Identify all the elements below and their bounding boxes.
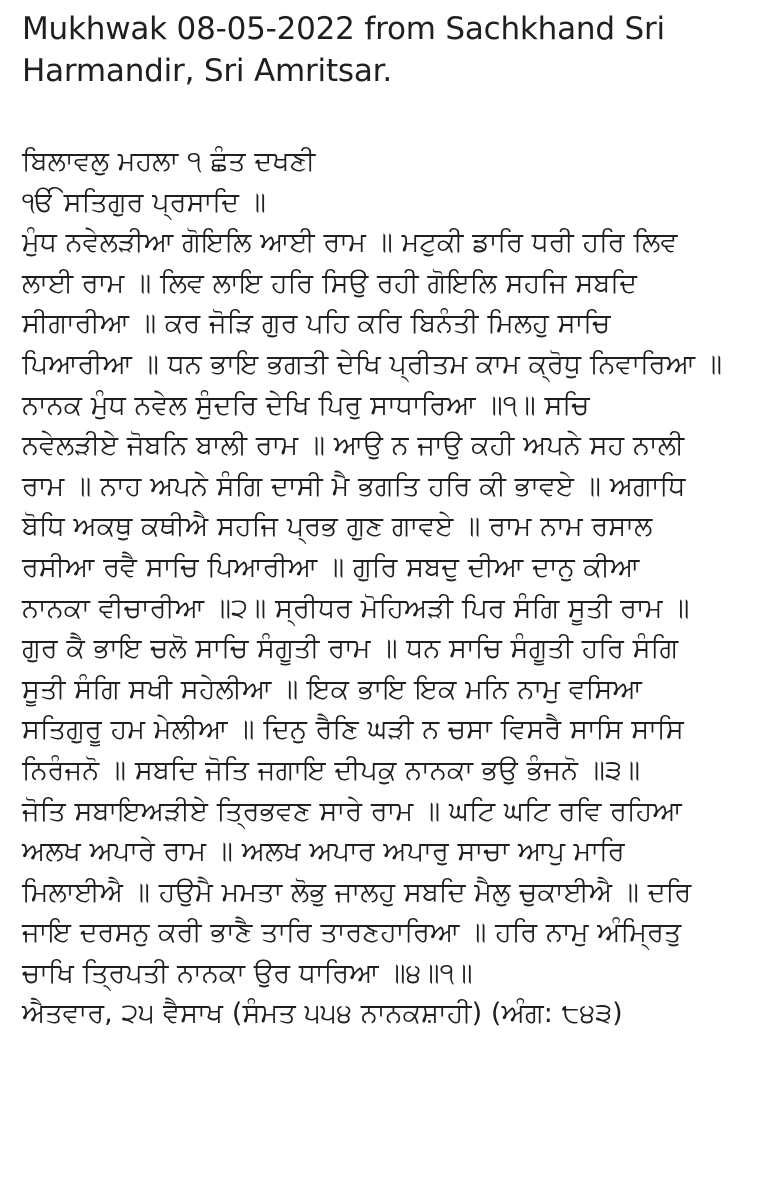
- date-footer: ਐਤਵਾਰ, ੨੫ ਵੈਸਾਖ (ਸੰਮਤ ੫੫੪ ਨਾਨਕਸ਼ਾਹੀ) (ਅੰਗ: ੮੪੩): [22, 998, 623, 1030]
- verse-line: ਰਾਮ ॥ ਨਾਹ ਅਪਨੇ ਸੰਗਿ ਦਾਸੀ ਮੈ ਭਗਤਿ ਹਰਿ ਕੀ ਭਾਵਏ ॥ ਅਗਾਧਿ: [22, 470, 686, 502]
- verse-line: ਨਿਰੰਜਨੋ ॥ ਸਬਦਿ ਜੋਤਿ ਜਗਾਇ ਦੀਪਕੁ ਨਾਨਕਾ ਭਉ ਭੰਜਨੋ ॥੩॥: [22, 754, 641, 786]
- title-line: Mukhwak 08-05-2022 from Sachkhand Sri: [22, 11, 665, 47]
- verse-line: ਜਾਇ ਦਰਸਨੁ ਕਰੀ ਭਾਣੈ ਤਾਰਿ ਤਾਰਣਹਾਰਿਆ ॥ ਹਰਿ ਨਾਮੁ ਅੰਮ੍ਰਿਤੁ: [22, 917, 682, 949]
- verse-line: ਸਤਿਗੁਰੂ ਹਮ ਮੇਲੀਆ ॥ ਦਿਨੁ ਰੈਣਿ ਘੜੀ ਨ ਚਸਾ ਵਿਸਰੈ ਸਾਸਿ ਸਾਸਿ: [22, 714, 684, 746]
- blank-gap: [22, 92, 752, 142]
- verse-line: ਨਵੇਲੜੀਏ ਜੋਬਨਿ ਬਾਲੀ ਰਾਮ ॥ ਆਉ ਨ ਜਾਉ ਕਹੀ ਅਪਨੇ ਸਹ ਨਾਲੀ: [22, 430, 685, 462]
- verse-line: ਮੁੰਧ ਨਵੇਲੜੀਆ ਗੋਇਲਿ ਆਈ ਰਾਮ ॥ ਮਟੁਕੀ ਡਾਰਿ ਧਰੀ ਹਰਿ ਲਿਵ: [22, 227, 678, 259]
- verse-line: ਸੂਤੀ ਸੰਗਿ ਸਖੀ ਸਹੇਲੀਆ ॥ ਇਕ ਭਾਇ ਇਕ ਮਨਿ ਨਾਮੁ ਵਸਿਆ: [22, 673, 642, 705]
- verse-line: ਨਾਨਕ ਮੁੰਧ ਨਵੇਲ ਸੁੰਦਰਿ ਦੇਖਿ ਪਿਰੁ ਸਾਧਾਰਿਆ ॥੧॥ ਸਚਿ: [22, 389, 590, 421]
- verse-line: ਅਲਖ ਅਪਾਰੇ ਰਾਮ ॥ ਅਲਖ ਅਪਾਰ ਅਪਾਰੁ ਸਾਚਾ ਆਪੁ ਮਾਰਿ: [22, 836, 625, 868]
- gurbani-verse: [22, 142, 752, 1035]
- title-line: Harmandir, Sri Amritsar.: [22, 53, 393, 89]
- verse-line: ਜੋਤਿ ਸਬਾਇਅੜੀਏ ਤ੍ਰਿਭਵਣ ਸਾਰੇ ਰਾਮ ॥ ਘਟਿ ਘਟਿ ਰਵਿ ਰਹਿਆ: [22, 795, 682, 827]
- verse-line: ਮਿਲਾਈਐ ॥ ਹਉਮੈ ਮਮਤਾ ਲੋਭੁ ਜਾਲਹੁ ਸਬਦਿ ਮੈਲੁ ਚੁਕਾਈਐ ॥ ਦਰਿ: [22, 876, 692, 908]
- verse-line: ਨਾਨਕਾ ਵੀਚਾਰੀਆ ॥੨॥ ਸ੍ਰੀਧਰ ਮੋਹਿਅੜੀ ਪਿਰ ਸੰਗਿ ਸੂਤੀ ਰਾਮ ॥: [22, 592, 690, 624]
- verse-heading: ਬਿਲਾਵਲੁ ਮਹਲਾ ੧ ਛੰਤ ਦਖਣੀ: [22, 146, 316, 177]
- verse-line: ਸੀਗਾਰੀਆ ॥ ਕਰ ਜੋੜਿ ਗੁਰ ਪਹਿ ਕਰਿ ਬਿਨੰਤੀ ਮਿਲਹੁ ਸਾਚਿ: [22, 308, 611, 340]
- verse-line: ਲਾਈ ਰਾਮ ॥ ਲਿਵ ਲਾਇ ਹਰਿ ਸਿਉ ਰਹੀ ਗੋਇਲਿ ਸਹਜਿ ਸਬਦਿ: [22, 267, 638, 299]
- verse-line: ਬੋਧਿ ਅਕਥੁ ਕਥੀਐ ਸਹਜਿ ਪ੍ਰਭ ਗੁਣ ਗਾਵਏ ॥ ਰਾਮ ਨਾਮ ਰਸਾਲ: [22, 511, 653, 543]
- verse-line: ੴ ਸਤਿਗੁਰ ਪ੍ਰਸਾਦਿ ॥: [22, 186, 267, 218]
- verse-line: ਰਸੀਆ ਰਵੈ ਸਾਚਿ ਪਿਆਰੀਆ ॥ ਗੁਰਿ ਸਬਦੁ ਦੀਆ ਦਾਨੁ ਕੀਆ: [22, 551, 640, 583]
- verse-line: ਪਿਆਰੀਆ ॥ ਧਨ ਭਾਇ ਭਗਤੀ ਦੇਖਿ ਪ੍ਰੀਤਮ ਕਾਮ ਕ੍ਰੋਧੁ ਨਿਵਾਰਿਆ ॥: [22, 348, 723, 380]
- verse-line: ਚਾਖਿ ਤ੍ਰਿਪਤੀ ਨਾਨਕਾ ਉਰ ਧਾਰਿਆ ॥੪॥੧॥: [22, 957, 473, 989]
- verse-line: ਗੁਰ ਕੈ ਭਾਇ ਚਲੋ ਸਾਚਿ ਸੰਗੂਤੀ ਰਾਮ ॥ ਧਨ ਸਾਚਿ ਸੰਗੂਤੀ ਹਰਿ ਸੰਗਿ: [22, 633, 679, 665]
- post-title: [22, 8, 752, 92]
